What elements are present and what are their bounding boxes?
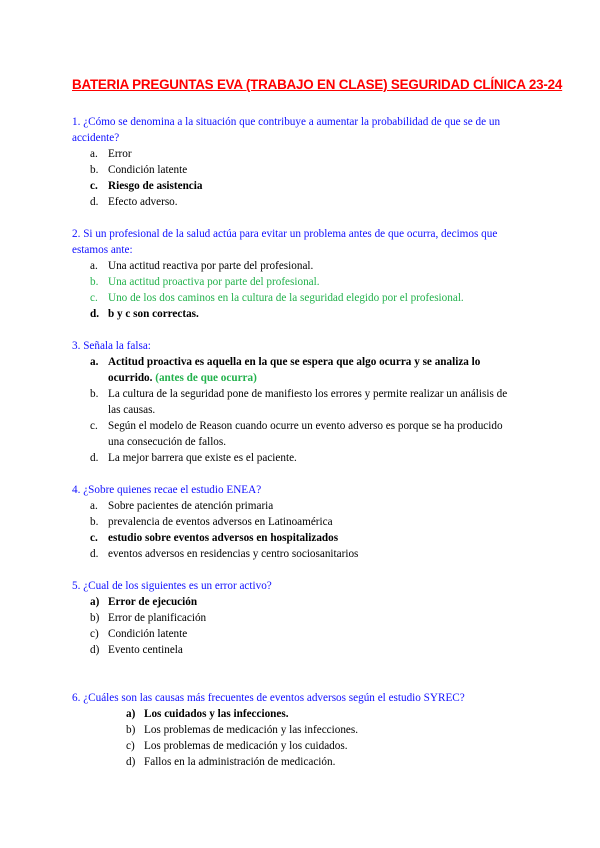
option-text: b y c son correctas. [108,308,199,320]
option-text: La cultura de la seguridad pone de manifiesto los errores y permite realizar un análisis de las causas. [108,388,508,416]
option-marker: a. [90,356,99,368]
option-text: Los problemas de medicación y los cuidados. [144,740,348,752]
option-marker: b) [126,724,136,736]
option-marker: d. [90,196,99,208]
option-marker: c. [90,292,98,304]
question-3-option-c [90,418,515,450]
option-text: eventos adversos en residencias y centro sociosanitarios [108,548,359,560]
option-marker: b. [90,388,99,400]
question-2: 2. Si un profesional de la salud actúa para evitar un problema antes de que ocurra, decimos que estamos ante: [72,228,498,256]
option-text: estudio sobre eventos adversos en hospitalizados [108,532,339,544]
option-text: Riesgo de asistencia [108,180,203,192]
document-title: BATERIA PREGUNTAS EVA (TRABAJO EN CLASE) SEGURIDAD CLÍNICA 23-24 [72,77,563,92]
option-marker: a. [90,260,98,272]
option-note: (antes de que ocurra) [155,372,257,384]
option-text: Error de ejecución [108,596,198,608]
option-text: Los cuidados y las infecciones. [144,708,289,720]
option-text: prevalencia de eventos adversos en Latinoamérica [108,516,333,528]
option-text: Evento centinela [108,644,183,656]
option-text: Sobre pacientes de atención primaria [108,500,274,512]
option-text: Fallos en la administración de medicación. [144,756,336,768]
option-text: Una actitud reactiva por parte del profesional. [108,260,314,272]
option-text: Uno de los dos caminos en la cultura de la seguridad elegido por el profesional. [108,292,464,304]
option-marker: c. [90,180,98,192]
option-marker: a. [90,500,98,512]
question-1: 1. ¿Cómo se denomina a la situación que contribuye a aumentar la probabilidad de que se de un accidente? [72,116,501,144]
option-marker: c) [90,628,99,640]
option-text: Error de planificación [108,612,207,624]
option-text: Los problemas de medicación y las infecciones. [144,724,359,736]
option-marker: c) [126,740,135,752]
option-marker: a) [90,596,100,608]
option-marker: d. [90,308,100,320]
option-text: Condición latente [108,164,188,176]
question-4: 4. ¿Sobre quienes recae el estudio ENEA? [72,484,262,496]
option-text: Condición latente [108,628,188,640]
option-marker: b. [90,516,99,528]
option-marker: b. [90,164,99,176]
option-text: Actitud proactiva es aquella en la que se espera que algo ocurra y se analiza lo ocurrido. [108,356,481,384]
question-6: 6. ¿Cuáles son las causas más frecuentes de eventos adversos según el estudio SYREC? [72,692,465,704]
option-marker: d. [90,548,99,560]
option-text: Según el modelo de Reason cuando ocurre un evento adverso es porque se ha producido una consecución de fallos. [108,420,503,448]
option-marker: a. [90,148,98,160]
option-marker: d) [126,756,136,768]
option-marker: d. [90,452,99,464]
question-5: 5. ¿Cual de los siguientes es un error activo? [72,580,272,592]
option-marker: d) [90,644,100,656]
option-marker: b. [90,276,99,288]
option-marker: a) [126,708,136,720]
option-marker: b) [90,612,100,624]
option-marker: c. [90,420,98,432]
question-3-option-a-correct [90,354,515,386]
question-3-option-b [90,386,515,418]
option-text: Efecto adverso. [108,196,178,208]
option-text: Error [108,148,132,160]
option-text: La mejor barrera que existe es el paciente. [108,452,297,464]
option-marker: c. [90,532,98,544]
question-3: 3. Señala la falsa: [72,340,151,352]
option-text: Una actitud proactiva por parte del profesional. [108,276,320,288]
